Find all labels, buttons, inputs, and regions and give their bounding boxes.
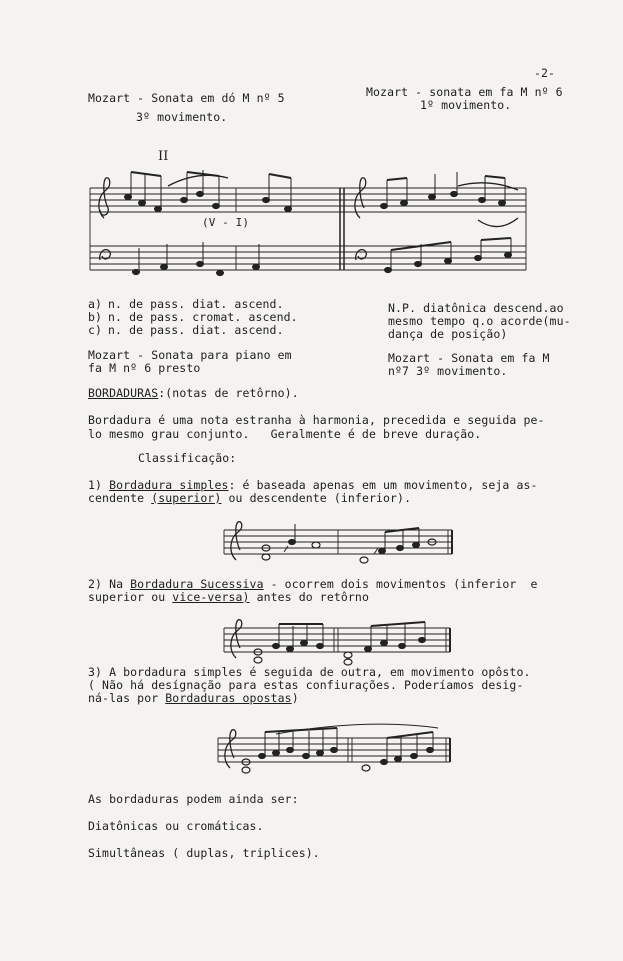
- right-note-line1: N.P. diatônica descend.ao: [388, 301, 564, 315]
- item2-vice-versa: vice-versa): [172, 590, 250, 604]
- item1-number: 1): [88, 478, 103, 492]
- header-right-line1: Mozart - sonata em fa M nº 6: [366, 85, 563, 99]
- item2-line2-start: superior ou: [88, 590, 173, 604]
- page-number: -2-: [534, 66, 556, 80]
- right-note-line3: dança de posição): [388, 327, 508, 341]
- closing-line3: Simultâneas ( duplas, triplices).: [88, 846, 320, 860]
- section-title: BORDADURAS: [88, 386, 159, 400]
- item1-line2-end: ou descendente (inferior).: [221, 491, 412, 505]
- classification-label: Classificação:: [138, 451, 237, 465]
- note-a-text: n. de pass. diat. ascend.: [108, 297, 284, 311]
- item1-superior: (superior): [151, 491, 222, 505]
- item1-term: Bordadura simples: [109, 478, 229, 492]
- header-left-line1: Mozart - Sonata em dó M nº 5: [88, 91, 285, 105]
- closing-line1: As bordaduras podem ainda ser:: [88, 792, 299, 806]
- section-heading: [88, 387, 299, 400]
- section-subtitle: :(notas de retôrno).: [158, 386, 299, 400]
- music-example-1: [88, 160, 528, 280]
- item3-line3: [88, 692, 299, 705]
- definition-line2: lo mesmo grau conjunto. Geralmente é de breve duração.: [88, 427, 482, 441]
- item3-line3-start: ná-las por: [88, 691, 166, 705]
- closing-line2: Diatônicas ou cromáticas.: [88, 819, 264, 833]
- note-b-letter: b): [88, 310, 103, 324]
- header-left-line2: 3º movimento.: [136, 110, 228, 124]
- item3-term: Bordaduras opostas: [165, 691, 292, 705]
- header-right-line2: 1º movimento.: [420, 98, 512, 112]
- source-left-line1: Mozart - Sonata para piano em: [88, 348, 292, 362]
- source-left-line2: fa M nº 6 presto: [88, 361, 201, 375]
- item3-line2: ( Não há desígnação para estas confiurações. Poderíamos desig-: [88, 678, 524, 692]
- note-b-text: n. de pass. cromat. ascend.: [108, 310, 298, 324]
- item1-line2-start: cendente: [88, 491, 152, 505]
- item2-term: Bordadura Sucessiva: [130, 577, 264, 591]
- item2-line1-end: - ocorrem dois movimentos (inferior e: [263, 577, 538, 591]
- note-c-text: n. de pass. diat. ascend.: [108, 323, 284, 337]
- definition-line1: Bordadura é uma nota estranha à harmonia, precedida e seguida pe-: [88, 413, 545, 427]
- item2-line1-start: 2) Na: [88, 577, 131, 591]
- item1-line2: [88, 492, 411, 505]
- item3-line1: 3) A bordadura simples é seguida de outra, em movimento opôsto.: [88, 665, 531, 679]
- roman-numeral-label: II: [158, 149, 169, 164]
- music-example-4: [216, 724, 452, 780]
- note-a-letter: a): [88, 297, 103, 311]
- music-example-2: [222, 522, 454, 572]
- item2-line2: [88, 591, 369, 604]
- item3-line3-end: ): [291, 691, 299, 705]
- note-c-letter: c): [88, 323, 103, 337]
- source-right-line1: Mozart - Sonata em fa M: [388, 351, 550, 365]
- item2-line2-end: antes do retôrno: [249, 590, 369, 604]
- right-note-line2: mesmo tempo q.o acorde(mu-: [388, 314, 571, 328]
- harmonic-figure-label: (V - I): [202, 216, 250, 229]
- music-example-3: [222, 620, 452, 670]
- item1-rest: : é baseada apenas em um movimento, seja as-: [228, 478, 538, 492]
- source-right-line2: nº7 3º movimento.: [388, 364, 508, 378]
